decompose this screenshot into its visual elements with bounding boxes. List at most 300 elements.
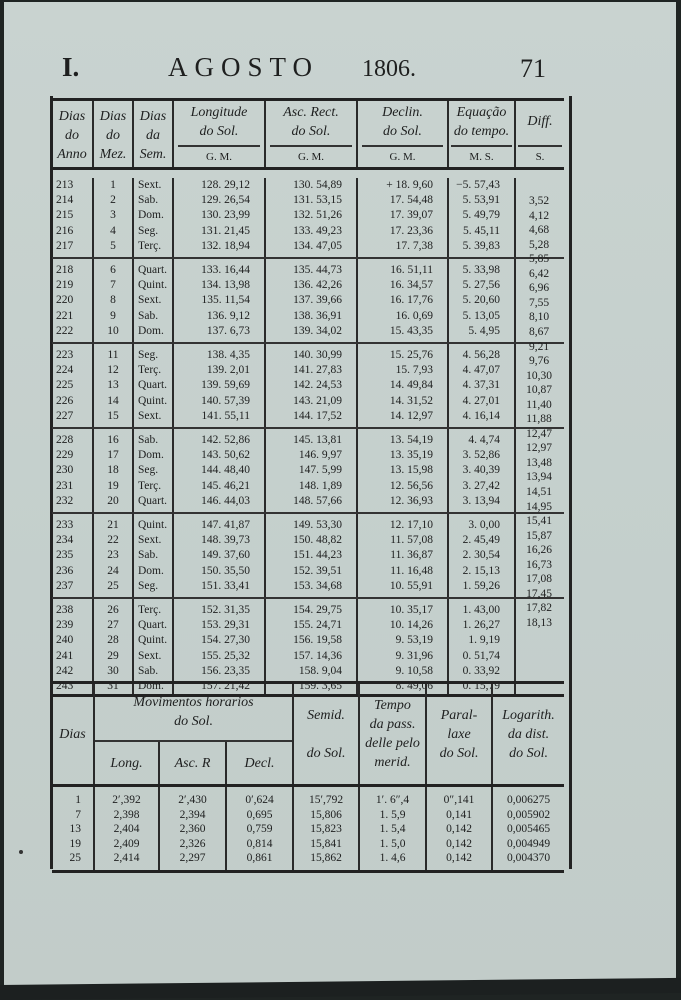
- equation-of-time: 5. 49,79: [448, 208, 515, 223]
- right-ascension: 138. 36,91: [265, 309, 357, 324]
- weekday: Seg.: [133, 343, 173, 363]
- diff-value: 6,42: [528, 267, 550, 280]
- log-distance: 0,005465: [492, 822, 564, 837]
- col-logarith: Logarith. da dist. do Sol.: [492, 683, 564, 786]
- ephemeris-table: [52, 98, 564, 697]
- day-of-year: 226: [56, 394, 74, 407]
- meridian-transit-time: 1. 5,9: [359, 808, 426, 823]
- semidiameter: 15,823: [293, 822, 359, 837]
- day-of-month: 7: [93, 278, 133, 293]
- declination: 12. 17,10: [357, 513, 448, 533]
- parallax: 0,141: [426, 808, 492, 823]
- hourly-longitude: 2,404: [94, 822, 159, 837]
- day-of-year: 216: [56, 224, 74, 237]
- diff-value: 5,28: [528, 238, 550, 251]
- right-ascension: 145. 13,81: [265, 428, 357, 448]
- longitude: 132. 18,94: [173, 239, 265, 258]
- day-of-month: 9: [93, 309, 133, 324]
- weekday: Quart.: [133, 258, 173, 278]
- right-ascension: 148. 1,89: [265, 479, 357, 494]
- day-of-month: 11: [93, 343, 133, 363]
- day: 25: [52, 851, 94, 871]
- day-of-year: 233: [56, 519, 74, 532]
- log-distance: 0,004949: [492, 837, 564, 852]
- table-row: [52, 633, 564, 648]
- parallax: 0,142: [426, 822, 492, 837]
- equation-of-time: 0. 33,92: [448, 664, 515, 679]
- diff-value: 4,68: [528, 224, 550, 237]
- right-ascension: 156. 19,58: [265, 633, 357, 648]
- table-row: [52, 618, 564, 633]
- equation-of-time: 5. 45,11: [448, 224, 515, 239]
- weekday: Quart.: [133, 494, 173, 513]
- weekday: Dom.: [133, 448, 173, 463]
- declination: 14. 31,52: [357, 394, 448, 409]
- day: 1: [75, 794, 81, 806]
- equation-of-time: 5. 13,05: [448, 309, 515, 324]
- day-of-year: 237: [52, 579, 93, 598]
- section-number: I.: [62, 52, 80, 82]
- equation-of-time: 5. 33,98: [448, 258, 515, 278]
- hourly-declination: 0,759: [226, 822, 293, 837]
- right-ascension: 155. 24,71: [265, 618, 357, 633]
- parallax: 0,142: [426, 837, 492, 852]
- longitude: 147. 41,87: [173, 513, 265, 533]
- weekday: Terç.: [133, 479, 173, 494]
- table-row: [52, 808, 564, 823]
- day-of-month: 21: [93, 513, 133, 533]
- weekday: Sab.: [133, 193, 173, 208]
- declination: 16. 51,11: [357, 258, 448, 278]
- longitude: 141. 55,11: [173, 409, 265, 428]
- ink-spot: [19, 850, 23, 854]
- declination: 15. 43,35: [357, 324, 448, 343]
- day-of-month: 19: [93, 479, 133, 494]
- diff-value: 13,94: [526, 471, 552, 484]
- day-of-month: 6: [93, 258, 133, 278]
- right-ascension: 134. 47,05: [265, 239, 357, 258]
- declination: 13. 54,19: [357, 428, 448, 448]
- weekday: Sext.: [133, 409, 173, 428]
- equation-of-time: 4. 56,28: [448, 343, 515, 363]
- equation-of-time: 4. 47,07: [448, 363, 515, 378]
- declination: + 18. 9,60: [357, 178, 448, 193]
- right-ascension: 149. 53,30: [265, 513, 357, 533]
- semidiameter: 15,841: [293, 837, 359, 852]
- table-row: [52, 324, 564, 343]
- longitude: 153. 29,31: [173, 618, 265, 633]
- right-ascension: 157. 14,36: [265, 649, 357, 664]
- day-of-month: 16: [93, 428, 133, 448]
- equation-of-time: 3. 13,94: [448, 494, 515, 513]
- declination: 12. 36,93: [357, 494, 448, 513]
- declination: 11. 36,87: [357, 548, 448, 563]
- longitude: 156. 23,35: [173, 664, 265, 679]
- declination: 17. 23,36: [357, 224, 448, 239]
- col-dias-anno: Dias do Anno: [52, 100, 93, 169]
- right-ascension: 133. 49,23: [265, 224, 357, 239]
- longitude: 154. 27,30: [173, 633, 265, 648]
- table-row: [52, 258, 564, 278]
- diff-cell: [515, 664, 564, 679]
- day-of-month: 14: [93, 394, 133, 409]
- day-of-year: 241: [56, 649, 74, 662]
- right-ascension: 159. 3,65: [265, 679, 357, 696]
- longitude: 142. 52,86: [173, 428, 265, 448]
- col-movimentos: Movimentos horarios do Sol.: [94, 683, 293, 742]
- day-of-year: 213: [56, 179, 74, 191]
- diff-cell: [515, 649, 564, 664]
- table-row: [52, 428, 564, 448]
- table-row: [52, 394, 564, 409]
- equation-of-time: 5. 39,83: [448, 239, 515, 258]
- longitude: 150. 35,50: [173, 564, 265, 579]
- day-of-month: 28: [93, 633, 133, 648]
- diff-value: 17,45: [526, 587, 552, 600]
- weekday: Seg.: [133, 579, 173, 598]
- diff-value: 13,48: [526, 456, 552, 469]
- day-of-month: 13: [93, 378, 133, 393]
- month-title: AGOSTO: [168, 52, 320, 82]
- day-of-month: 20: [93, 494, 133, 513]
- table-row: [52, 239, 564, 258]
- log-distance: 0,006275: [492, 786, 564, 808]
- day-of-year: 215: [56, 209, 74, 222]
- declination: 8. 49,06: [357, 679, 448, 696]
- table-row: [52, 649, 564, 664]
- declination: 15. 25,76: [357, 343, 448, 363]
- longitude: 155. 25,32: [173, 649, 265, 664]
- day-of-month: 31: [93, 679, 133, 696]
- hourly-right-ascension: 2,326: [159, 837, 226, 852]
- right-ascension: 132. 51,26: [265, 208, 357, 223]
- col-dias-mez: Dias do Mez.: [93, 100, 133, 169]
- declination: 13. 35,19: [357, 448, 448, 463]
- day-of-month: 29: [93, 649, 133, 664]
- longitude: 144. 48,40: [173, 463, 265, 478]
- diff-value: 14,51: [526, 486, 552, 498]
- diff-value: 10,30: [526, 369, 552, 382]
- day-of-year: 238: [56, 604, 74, 617]
- col-asc-r: Asc. R: [159, 741, 226, 786]
- declination: 10. 35,17: [357, 598, 448, 618]
- longitude: 148. 39,73: [173, 533, 265, 548]
- day-of-month: 1: [93, 178, 133, 193]
- day-of-year: 230: [56, 464, 74, 477]
- table-row: [52, 479, 564, 494]
- day-of-month: 18: [93, 463, 133, 478]
- longitude: 149. 37,60: [173, 548, 265, 563]
- day-of-year: 243: [52, 679, 93, 696]
- right-ascension: 158. 9,04: [265, 664, 357, 679]
- diff-value: 18,13: [526, 616, 552, 629]
- diff-value: 9,21: [528, 340, 550, 353]
- col-asc-rect: Asc. Rect. do Sol. G. M.: [265, 100, 357, 169]
- weekday: Sext.: [133, 293, 173, 308]
- equation-of-time: 5. 27,56: [448, 278, 515, 293]
- weekday: Dom.: [133, 208, 173, 223]
- equation-of-time: 1. 59,26: [448, 579, 515, 598]
- day-of-year: 220: [56, 294, 74, 307]
- weekday: Sext.: [133, 178, 173, 193]
- diff-value: 16,73: [526, 558, 552, 571]
- col-long: Long.: [94, 741, 159, 786]
- declination: 13. 15,98: [357, 463, 448, 478]
- right-ascension: 136. 42,26: [265, 278, 357, 293]
- right-ascension: 137. 39,66: [265, 293, 357, 308]
- longitude: 139. 59,69: [173, 378, 265, 393]
- unit-longitude: G. M.: [178, 145, 260, 167]
- meridian-transit-time: 1. 5,4: [359, 822, 426, 837]
- diff-value: 8,67: [528, 325, 550, 338]
- equation-of-time: 5. 4,95: [448, 324, 515, 343]
- table-row: [52, 548, 564, 563]
- semidiameter: 15,806: [293, 808, 359, 823]
- diff-value: 12,47: [526, 427, 552, 440]
- weekday: Sab.: [133, 428, 173, 448]
- diff-value: 14,95: [526, 500, 552, 513]
- right-ascension: 152. 39,51: [265, 564, 357, 579]
- right-ascension: 150. 48,82: [265, 533, 357, 548]
- day-of-year: 234: [56, 534, 74, 547]
- declination: 12. 56,56: [357, 479, 448, 494]
- right-ascension: 146. 9,97: [265, 448, 357, 463]
- weekday: Dom.: [133, 564, 173, 579]
- weekday: Dom.: [133, 679, 173, 696]
- day-of-year: 217: [52, 239, 93, 258]
- declination: 14. 49,84: [357, 378, 448, 393]
- day: 19: [69, 837, 81, 850]
- table-row: [52, 494, 564, 513]
- day-of-year: 239: [56, 619, 74, 632]
- day-of-month: 15: [93, 409, 133, 428]
- diff-value: 16,26: [526, 544, 552, 557]
- equation-of-time: −5. 57,43: [448, 178, 515, 193]
- unit-asc-rect: G. M.: [270, 145, 352, 167]
- table-row: [52, 513, 564, 533]
- diff-value: 11,40: [526, 398, 552, 411]
- right-ascension: 135. 44,73: [265, 258, 357, 278]
- table-row: [52, 293, 564, 308]
- hourly-declination: 0,695: [226, 808, 293, 823]
- day-of-year: 240: [56, 634, 74, 647]
- table-row: [52, 564, 564, 579]
- col-diff: Diff. S.: [515, 100, 564, 169]
- right-ascension: 151. 44,23: [265, 548, 357, 563]
- weekday: Sext.: [133, 649, 173, 664]
- day-of-year: 228: [56, 434, 74, 447]
- day-of-month: 4: [93, 224, 133, 239]
- equation-of-time: 3. 27,42: [448, 479, 515, 494]
- col-dias-sem: Dias da Sem.: [133, 100, 173, 169]
- table-row: [52, 278, 564, 293]
- longitude: 145. 46,21: [173, 479, 265, 494]
- hourly-right-ascension: 2,360: [159, 822, 226, 837]
- weekday: Quint.: [133, 633, 173, 648]
- longitude: 131. 21,45: [173, 224, 265, 239]
- diff-value: 17,82: [526, 602, 552, 615]
- equation-of-time: 2. 30,54: [448, 548, 515, 563]
- right-ascension: 144. 17,52: [265, 409, 357, 428]
- table-row: [52, 448, 564, 463]
- day-of-year: 229: [56, 449, 74, 462]
- table-row: [52, 208, 564, 223]
- diff-value: 10,87: [526, 384, 552, 397]
- day-of-month: 5: [93, 239, 133, 258]
- equation-of-time: 1. 43,00: [448, 598, 515, 618]
- diff-value: 6,96: [528, 282, 550, 295]
- day-of-month: 10: [93, 324, 133, 343]
- right-ascension: 154. 29,75: [265, 598, 357, 618]
- right-ascension: 141. 27,83: [265, 363, 357, 378]
- day-of-month: 12: [93, 363, 133, 378]
- hourly-right-ascension: 2′,430: [159, 786, 226, 808]
- day-of-year: 223: [56, 349, 74, 362]
- day-of-month: 27: [93, 618, 133, 633]
- hourly-right-ascension: 2,297: [159, 851, 226, 871]
- day-of-year: 225: [56, 379, 74, 392]
- equation-of-time: 4. 37,31: [448, 378, 515, 393]
- meridian-transit-time: 1. 4,6: [359, 851, 426, 871]
- col-declin: Declin. do Sol. G. M.: [357, 100, 448, 169]
- weekday: Seg.: [133, 224, 173, 239]
- day-of-month: 23: [93, 548, 133, 563]
- longitude: 146. 44,03: [173, 494, 265, 513]
- diff-value: 8,10: [528, 311, 550, 324]
- declination: 16. 17,76: [357, 293, 448, 308]
- day-of-year: 222: [52, 324, 93, 343]
- year: 1806.: [362, 56, 416, 82]
- right-ascension: 142. 24,53: [265, 378, 357, 393]
- weekday: Sab.: [133, 548, 173, 563]
- longitude: 138. 4,35: [173, 343, 265, 363]
- unit-declin: G. M.: [362, 145, 443, 167]
- weekday: Seg.: [133, 463, 173, 478]
- longitude: 128. 29,12: [173, 178, 265, 193]
- unit-diff: S.: [518, 145, 562, 167]
- weekday: Quint.: [133, 278, 173, 293]
- day-of-year: 232: [52, 494, 93, 513]
- weekday: Quint.: [133, 513, 173, 533]
- table-row: [52, 664, 564, 679]
- hourly-longitude: 2,398: [94, 808, 159, 823]
- table-row: [52, 378, 564, 393]
- hourly-longitude: 2,414: [94, 851, 159, 871]
- equation-of-time: 4. 16,14: [448, 409, 515, 428]
- table-row: [52, 463, 564, 478]
- log-distance: 0,005902: [492, 808, 564, 823]
- meridian-transit-time: 1′. 6″,4: [359, 786, 426, 808]
- table-row: [52, 224, 564, 239]
- equation-of-time: 1. 26,27: [448, 618, 515, 633]
- diff-value: 12,97: [526, 442, 552, 455]
- declination: 10. 14,26: [357, 618, 448, 633]
- longitude: 157. 21,42: [173, 679, 265, 696]
- diff-value: 9,76: [528, 355, 550, 368]
- table-row: [52, 309, 564, 324]
- weekday: Quint.: [133, 394, 173, 409]
- hourly-declination: 0,814: [226, 837, 293, 852]
- day-of-year: 224: [56, 364, 74, 377]
- day-of-month: 30: [93, 664, 133, 679]
- page-header: [0, 48, 672, 88]
- equation-of-time: 3. 52,86: [448, 448, 515, 463]
- diff-cell: [515, 633, 564, 648]
- day-of-month: 2: [93, 193, 133, 208]
- longitude: 139. 2,01: [173, 363, 265, 378]
- equation-of-time: 3. 40,39: [448, 463, 515, 478]
- longitude: 143. 50,62: [173, 448, 265, 463]
- declination: 14. 12,97: [357, 409, 448, 428]
- right-ascension: 153. 34,68: [265, 579, 357, 598]
- table-row: [52, 851, 564, 871]
- parallax: 0,142: [426, 851, 492, 871]
- table-row: [52, 363, 564, 378]
- day-of-month: 26: [93, 598, 133, 618]
- table-row: [52, 533, 564, 548]
- equation-of-time: 1. 9,19: [448, 633, 515, 648]
- weekday: Terç.: [133, 239, 173, 258]
- col-semid: Semid. do Sol.: [293, 683, 359, 786]
- weekday: Terç.: [133, 598, 173, 618]
- diff-value: 17,08: [526, 573, 552, 586]
- col-parallaxe: Paral- laxe do Sol.: [426, 683, 492, 786]
- equation-of-time: 4. 4,74: [448, 428, 515, 448]
- right-ascension: 143. 21,09: [265, 394, 357, 409]
- declination: 17. 54,48: [357, 193, 448, 208]
- declination: 9. 10,58: [357, 664, 448, 679]
- declination: 17. 7,38: [357, 239, 448, 258]
- semidiameter: 15′,792: [293, 786, 359, 808]
- equation-of-time: 2. 45,49: [448, 533, 515, 548]
- col-decl: Decl.: [226, 741, 293, 786]
- day-of-month: 24: [93, 564, 133, 579]
- weekday: Sab.: [133, 309, 173, 324]
- right-ascension: 147. 5,99: [265, 463, 357, 478]
- diff-value: 15,41: [526, 515, 552, 528]
- table-row: [52, 822, 564, 837]
- table-row: [52, 837, 564, 852]
- day-of-year: 218: [56, 264, 74, 277]
- longitude: 136. 9,12: [173, 309, 265, 324]
- diff-value: 3,52: [528, 195, 550, 207]
- hourly-longitude: 2,409: [94, 837, 159, 852]
- longitude: 129. 26,54: [173, 193, 265, 208]
- day-of-year: 236: [56, 564, 74, 577]
- day-of-year: 227: [52, 409, 93, 428]
- day-of-year: 235: [56, 549, 74, 562]
- diff-value: 11,88: [526, 413, 552, 426]
- longitude: 133. 16,44: [173, 258, 265, 278]
- right-ascension: 139. 34,02: [265, 324, 357, 343]
- day-of-year: 221: [56, 309, 74, 322]
- declination: 9. 31,96: [357, 649, 448, 664]
- equation-of-time: 4. 27,01: [448, 394, 515, 409]
- day-of-year: 231: [56, 479, 74, 492]
- declination: 15. 7,93: [357, 363, 448, 378]
- equation-of-time: 0. 15,79: [448, 679, 515, 696]
- declination: 17. 39,07: [357, 208, 448, 223]
- col-longitude: Longitude do Sol. G. M.: [173, 100, 265, 169]
- right-ascension: 131. 53,15: [265, 193, 357, 208]
- day-of-year: 242: [56, 664, 74, 677]
- right-ascension: 140. 30,99: [265, 343, 357, 363]
- hourly-right-ascension: 2,394: [159, 808, 226, 823]
- weekday: Terç.: [133, 363, 173, 378]
- weekday: Sab.: [133, 664, 173, 679]
- semidiameter: 15,862: [293, 851, 359, 871]
- table-row: [52, 409, 564, 428]
